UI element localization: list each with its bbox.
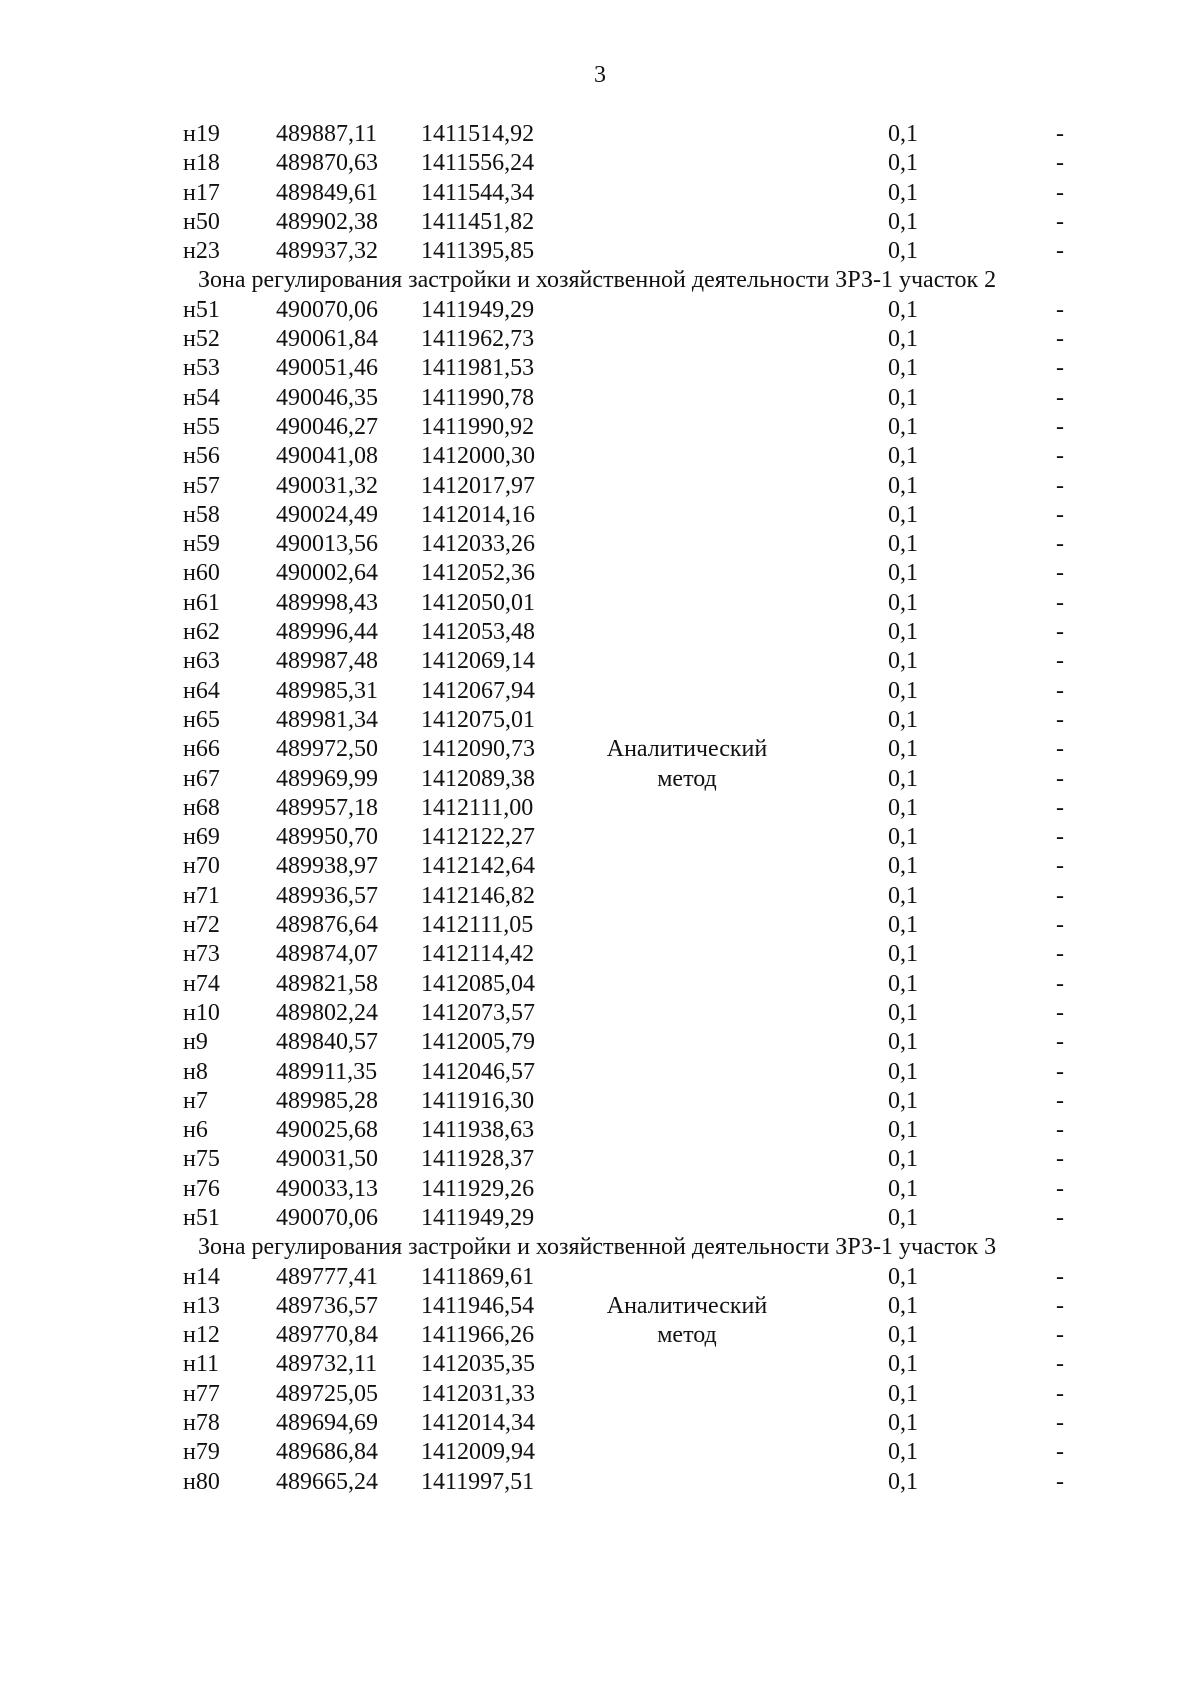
- method-cell: Аналитический: [606, 736, 768, 763]
- point-label: н66: [183, 736, 220, 763]
- point-label: н70: [183, 853, 220, 880]
- point-label: н73: [183, 941, 220, 968]
- accuracy-cell: 0,1: [888, 648, 918, 675]
- table-row: [0, 1175, 1200, 1204]
- section-title: Зона регулирования застройки и хозяйственной деятельности ЗРЗ-1 участок 2: [198, 267, 997, 294]
- x-coordinate: 489725,05: [276, 1380, 378, 1407]
- accuracy-cell: 0,1: [888, 501, 918, 528]
- y-coordinate: 1411451,82: [421, 208, 535, 235]
- x-coordinate: 490013,56: [276, 531, 378, 558]
- note-cell: -: [1056, 882, 1064, 909]
- note-cell: -: [1056, 179, 1064, 206]
- note-cell: -: [1056, 941, 1064, 968]
- table-row: [0, 296, 1200, 325]
- table-row: [0, 325, 1200, 354]
- point-label: н58: [183, 501, 220, 528]
- y-coordinate: 1412014,34: [421, 1410, 535, 1437]
- x-coordinate: 489987,48: [276, 648, 378, 675]
- accuracy-cell: 0,1: [888, 413, 918, 440]
- x-coordinate: 489694,69: [276, 1410, 378, 1437]
- table-row: [0, 149, 1200, 178]
- accuracy-cell: 0,1: [888, 1292, 918, 1319]
- accuracy-cell: 0,1: [888, 1439, 918, 1466]
- y-coordinate: 1412122,27: [421, 824, 535, 851]
- x-coordinate: 490051,46: [276, 355, 378, 382]
- accuracy-cell: 0,1: [888, 179, 918, 206]
- accuracy-cell: 0,1: [888, 589, 918, 616]
- table-row: [0, 1116, 1200, 1145]
- y-coordinate: 1411946,54: [421, 1292, 535, 1319]
- note-cell: -: [1056, 853, 1064, 880]
- note-cell: -: [1056, 1263, 1064, 1290]
- y-coordinate: 1411997,51: [421, 1468, 535, 1495]
- accuracy-cell: 0,1: [888, 853, 918, 880]
- point-label: н23: [183, 238, 220, 265]
- x-coordinate: 490046,27: [276, 413, 378, 440]
- note-cell: -: [1056, 589, 1064, 616]
- table-row: [0, 1292, 1200, 1321]
- x-coordinate: 489840,57: [276, 1029, 378, 1056]
- x-coordinate: 490025,68: [276, 1117, 378, 1144]
- accuracy-cell: 0,1: [888, 1410, 918, 1437]
- note-cell: -: [1056, 150, 1064, 177]
- x-coordinate: 490024,49: [276, 501, 378, 528]
- y-coordinate: 1412033,26: [421, 531, 535, 558]
- y-coordinate: 1412111,05: [421, 912, 534, 939]
- y-coordinate: 1411544,34: [421, 179, 535, 206]
- x-coordinate: 490033,13: [276, 1175, 378, 1202]
- note-cell: -: [1056, 1439, 1064, 1466]
- y-coordinate: 1412085,04: [421, 970, 535, 997]
- x-coordinate: 490070,06: [276, 296, 378, 323]
- table-row: [0, 559, 1200, 588]
- note-cell: -: [1056, 706, 1064, 733]
- table-row: [0, 472, 1200, 501]
- y-coordinate: 1411938,63: [421, 1117, 535, 1144]
- x-coordinate: 489777,41: [276, 1263, 378, 1290]
- x-coordinate: 489876,64: [276, 912, 378, 939]
- accuracy-cell: 0,1: [888, 443, 918, 470]
- point-label: н55: [183, 413, 220, 440]
- x-coordinate: 489770,84: [276, 1322, 378, 1349]
- accuracy-cell: 0,1: [888, 1380, 918, 1407]
- point-label: н51: [183, 296, 220, 323]
- coordinates-table: [0, 120, 1200, 1497]
- table-row: [0, 1204, 1200, 1233]
- x-coordinate: 489957,18: [276, 794, 378, 821]
- point-label: н67: [183, 765, 220, 792]
- note-cell: -: [1056, 560, 1064, 587]
- method-cell: метод: [657, 1322, 717, 1349]
- y-coordinate: 1411916,30: [421, 1087, 535, 1114]
- accuracy-cell: 0,1: [888, 1087, 918, 1114]
- x-coordinate: 489732,11: [276, 1351, 378, 1378]
- accuracy-cell: 0,1: [888, 1322, 918, 1349]
- table-row: [0, 1087, 1200, 1116]
- point-label: н12: [183, 1322, 220, 1349]
- section-heading: [0, 266, 1200, 295]
- table-row: [0, 647, 1200, 676]
- note-cell: -: [1056, 1087, 1064, 1114]
- point-label: н14: [183, 1263, 220, 1290]
- table-row: [0, 970, 1200, 999]
- y-coordinate: 1412114,42: [421, 941, 535, 968]
- point-label: н10: [183, 999, 220, 1026]
- note-cell: -: [1056, 1117, 1064, 1144]
- x-coordinate: 490002,64: [276, 560, 378, 587]
- accuracy-cell: 0,1: [888, 1263, 918, 1290]
- y-coordinate: 1411962,73: [421, 326, 535, 353]
- x-coordinate: 490046,35: [276, 384, 378, 411]
- x-coordinate: 489938,97: [276, 853, 378, 880]
- x-coordinate: 489937,32: [276, 238, 378, 265]
- point-label: н71: [183, 882, 220, 909]
- x-coordinate: 489981,34: [276, 706, 378, 733]
- x-coordinate: 489936,57: [276, 882, 378, 909]
- note-cell: -: [1056, 736, 1064, 763]
- accuracy-cell: 0,1: [888, 1351, 918, 1378]
- note-cell: -: [1056, 648, 1064, 675]
- accuracy-cell: 0,1: [888, 736, 918, 763]
- accuracy-cell: 0,1: [888, 794, 918, 821]
- x-coordinate: 490031,32: [276, 472, 378, 499]
- point-label: н13: [183, 1292, 220, 1319]
- y-coordinate: 1411949,29: [421, 1204, 535, 1231]
- page-number: 3: [594, 62, 606, 88]
- y-coordinate: 1412142,64: [421, 853, 535, 880]
- y-coordinate: 1411556,24: [421, 150, 535, 177]
- y-coordinate: 1412046,57: [421, 1058, 535, 1085]
- table-row: [0, 1409, 1200, 1438]
- note-cell: -: [1056, 1029, 1064, 1056]
- table-row: [0, 706, 1200, 735]
- table-row: [0, 1350, 1200, 1379]
- x-coordinate: 489998,43: [276, 589, 378, 616]
- y-coordinate: 1412017,97: [421, 472, 535, 499]
- point-label: н75: [183, 1146, 220, 1173]
- point-label: н80: [183, 1468, 220, 1495]
- table-row: [0, 999, 1200, 1028]
- y-coordinate: 1411928,37: [421, 1146, 535, 1173]
- accuracy-cell: 0,1: [888, 384, 918, 411]
- point-label: н68: [183, 794, 220, 821]
- accuracy-cell: 0,1: [888, 296, 918, 323]
- accuracy-cell: 0,1: [888, 824, 918, 851]
- point-label: н8: [183, 1058, 208, 1085]
- table-row: [0, 911, 1200, 940]
- point-label: н74: [183, 970, 220, 997]
- x-coordinate: 489686,84: [276, 1439, 378, 1466]
- x-coordinate: 489969,99: [276, 765, 378, 792]
- table-row: [0, 823, 1200, 852]
- accuracy-cell: 0,1: [888, 999, 918, 1026]
- point-label: н54: [183, 384, 220, 411]
- note-cell: -: [1056, 970, 1064, 997]
- y-coordinate: 1411869,61: [421, 1263, 535, 1290]
- note-cell: -: [1056, 472, 1064, 499]
- note-cell: -: [1056, 208, 1064, 235]
- y-coordinate: 1411981,53: [421, 355, 535, 382]
- point-label: н78: [183, 1410, 220, 1437]
- point-label: н51: [183, 1204, 220, 1231]
- accuracy-cell: 0,1: [888, 121, 918, 147]
- y-coordinate: 1412073,57: [421, 999, 535, 1026]
- point-label: н59: [183, 531, 220, 558]
- x-coordinate: 490041,08: [276, 443, 378, 470]
- y-coordinate: 1411949,29: [421, 296, 535, 323]
- table-row: [0, 1058, 1200, 1087]
- point-label: н60: [183, 560, 220, 587]
- note-cell: -: [1056, 619, 1064, 646]
- y-coordinate: 1412053,48: [421, 619, 535, 646]
- point-label: н61: [183, 589, 220, 616]
- table-row: [0, 442, 1200, 471]
- table-row: [0, 677, 1200, 706]
- x-coordinate: 489902,38: [276, 208, 378, 235]
- note-cell: -: [1056, 1322, 1064, 1349]
- accuracy-cell: 0,1: [888, 355, 918, 382]
- section-title: Зона регулирования застройки и хозяйственной деятельности ЗРЗ-1 участок 3: [198, 1234, 997, 1261]
- accuracy-cell: 0,1: [888, 882, 918, 909]
- point-label: н53: [183, 355, 220, 382]
- accuracy-cell: 0,1: [888, 941, 918, 968]
- y-coordinate: 1412111,00: [421, 794, 534, 821]
- x-coordinate: 489972,50: [276, 736, 378, 763]
- method-cell: Аналитический: [606, 1292, 768, 1319]
- y-coordinate: 1411990,92: [421, 413, 535, 440]
- x-coordinate: 489665,24: [276, 1468, 378, 1495]
- point-label: н19: [183, 121, 220, 147]
- table-row: [0, 384, 1200, 413]
- table-row: [0, 530, 1200, 559]
- accuracy-cell: 0,1: [888, 1058, 918, 1085]
- accuracy-cell: 0,1: [888, 1175, 918, 1202]
- y-coordinate: 1412014,16: [421, 501, 535, 528]
- point-label: н7: [183, 1087, 208, 1114]
- table-row: [0, 179, 1200, 208]
- point-label: н11: [183, 1351, 219, 1378]
- note-cell: -: [1056, 912, 1064, 939]
- y-coordinate: 1412035,35: [421, 1351, 535, 1378]
- x-coordinate: 489870,63: [276, 150, 378, 177]
- accuracy-cell: 0,1: [888, 677, 918, 704]
- table-row: [0, 765, 1200, 794]
- x-coordinate: 489821,58: [276, 970, 378, 997]
- accuracy-cell: 0,1: [888, 1204, 918, 1231]
- table-row: [0, 1380, 1200, 1409]
- accuracy-cell: 0,1: [888, 208, 918, 235]
- table-row: [0, 940, 1200, 969]
- accuracy-cell: 0,1: [888, 326, 918, 353]
- note-cell: -: [1056, 765, 1064, 792]
- note-cell: -: [1056, 999, 1064, 1026]
- y-coordinate: 1412000,30: [421, 443, 535, 470]
- point-label: н77: [183, 1380, 220, 1407]
- x-coordinate: 489996,44: [276, 619, 378, 646]
- accuracy-cell: 0,1: [888, 706, 918, 733]
- point-label: н64: [183, 677, 220, 704]
- point-label: н76: [183, 1175, 220, 1202]
- note-cell: -: [1056, 413, 1064, 440]
- table-row: [0, 413, 1200, 442]
- accuracy-cell: 0,1: [888, 1468, 918, 1495]
- accuracy-cell: 0,1: [888, 1029, 918, 1056]
- table-row: [0, 589, 1200, 618]
- note-cell: -: [1056, 677, 1064, 704]
- point-label: н72: [183, 912, 220, 939]
- x-coordinate: 489887,11: [276, 121, 378, 147]
- note-cell: -: [1056, 501, 1064, 528]
- x-coordinate: 489950,70: [276, 824, 378, 851]
- note-cell: -: [1056, 1410, 1064, 1437]
- note-cell: -: [1056, 824, 1064, 851]
- y-coordinate: 1412031,33: [421, 1380, 535, 1407]
- note-cell: -: [1056, 794, 1064, 821]
- y-coordinate: 1411929,26: [421, 1175, 535, 1202]
- x-coordinate: 490031,50: [276, 1146, 378, 1173]
- note-cell: -: [1056, 1146, 1064, 1173]
- x-coordinate: 489802,24: [276, 999, 378, 1026]
- table-row: [0, 1321, 1200, 1350]
- table-row: [0, 882, 1200, 911]
- note-cell: -: [1056, 1351, 1064, 1378]
- note-cell: -: [1056, 238, 1064, 265]
- note-cell: -: [1056, 355, 1064, 382]
- accuracy-cell: 0,1: [888, 1146, 918, 1173]
- x-coordinate: 489849,61: [276, 179, 378, 206]
- y-coordinate: 1412005,79: [421, 1029, 535, 1056]
- accuracy-cell: 0,1: [888, 970, 918, 997]
- x-coordinate: 489985,31: [276, 677, 378, 704]
- point-label: н62: [183, 619, 220, 646]
- note-cell: -: [1056, 1292, 1064, 1319]
- y-coordinate: 1412069,14: [421, 648, 535, 675]
- table-row: [0, 354, 1200, 383]
- table-row: [0, 120, 1200, 149]
- note-cell: -: [1056, 1175, 1064, 1202]
- point-label: н63: [183, 648, 220, 675]
- point-label: н79: [183, 1439, 220, 1466]
- accuracy-cell: 0,1: [888, 560, 918, 587]
- table-row: [0, 794, 1200, 823]
- accuracy-cell: 0,1: [888, 472, 918, 499]
- point-label: н50: [183, 208, 220, 235]
- y-coordinate: 1412090,73: [421, 736, 535, 763]
- table-row: [0, 1028, 1200, 1057]
- table-row: [0, 735, 1200, 764]
- accuracy-cell: 0,1: [888, 1117, 918, 1144]
- note-cell: -: [1056, 326, 1064, 353]
- accuracy-cell: 0,1: [888, 619, 918, 646]
- note-cell: -: [1056, 443, 1064, 470]
- x-coordinate: 489736,57: [276, 1292, 378, 1319]
- table-row: [0, 1145, 1200, 1174]
- point-label: н56: [183, 443, 220, 470]
- x-coordinate: 490070,06: [276, 1204, 378, 1231]
- section-heading: [0, 1233, 1200, 1262]
- note-cell: -: [1056, 384, 1064, 411]
- table-row: [0, 1263, 1200, 1292]
- table-row: [0, 618, 1200, 647]
- method-cell: метод: [657, 765, 717, 792]
- point-label: н52: [183, 326, 220, 353]
- table-row: [0, 1438, 1200, 1467]
- accuracy-cell: 0,1: [888, 150, 918, 177]
- y-coordinate: 1412009,94: [421, 1439, 535, 1466]
- note-cell: -: [1056, 531, 1064, 558]
- table-row: [0, 1468, 1200, 1497]
- y-coordinate: 1412146,82: [421, 882, 535, 909]
- y-coordinate: 1412089,38: [421, 765, 535, 792]
- y-coordinate: 1411514,92: [421, 121, 535, 147]
- point-label: н65: [183, 706, 220, 733]
- table-row: [0, 208, 1200, 237]
- point-label: н69: [183, 824, 220, 851]
- table-row: [0, 852, 1200, 881]
- y-coordinate: 1412052,36: [421, 560, 535, 587]
- x-coordinate: 489985,28: [276, 1087, 378, 1114]
- note-cell: -: [1056, 1058, 1064, 1085]
- y-coordinate: 1411395,85: [421, 238, 535, 265]
- point-label: н6: [183, 1117, 208, 1144]
- note-cell: -: [1056, 1380, 1064, 1407]
- y-coordinate: 1411990,78: [421, 384, 535, 411]
- y-coordinate: 1411966,26: [421, 1322, 535, 1349]
- x-coordinate: 489874,07: [276, 941, 378, 968]
- accuracy-cell: 0,1: [888, 531, 918, 558]
- x-coordinate: 489911,35: [276, 1058, 378, 1085]
- table-row: [0, 237, 1200, 266]
- accuracy-cell: 0,1: [888, 912, 918, 939]
- x-coordinate: 490061,84: [276, 326, 378, 353]
- point-label: н57: [183, 472, 220, 499]
- accuracy-cell: 0,1: [888, 765, 918, 792]
- y-coordinate: 1412067,94: [421, 677, 535, 704]
- note-cell: -: [1056, 296, 1064, 323]
- note-cell: -: [1056, 121, 1064, 147]
- accuracy-cell: 0,1: [888, 238, 918, 265]
- y-coordinate: 1412050,01: [421, 589, 535, 616]
- point-label: н9: [183, 1029, 208, 1056]
- y-coordinate: 1412075,01: [421, 706, 535, 733]
- note-cell: -: [1056, 1204, 1064, 1231]
- point-label: н18: [183, 150, 220, 177]
- table-row: [0, 501, 1200, 530]
- point-label: н17: [183, 179, 220, 206]
- note-cell: -: [1056, 1468, 1064, 1495]
